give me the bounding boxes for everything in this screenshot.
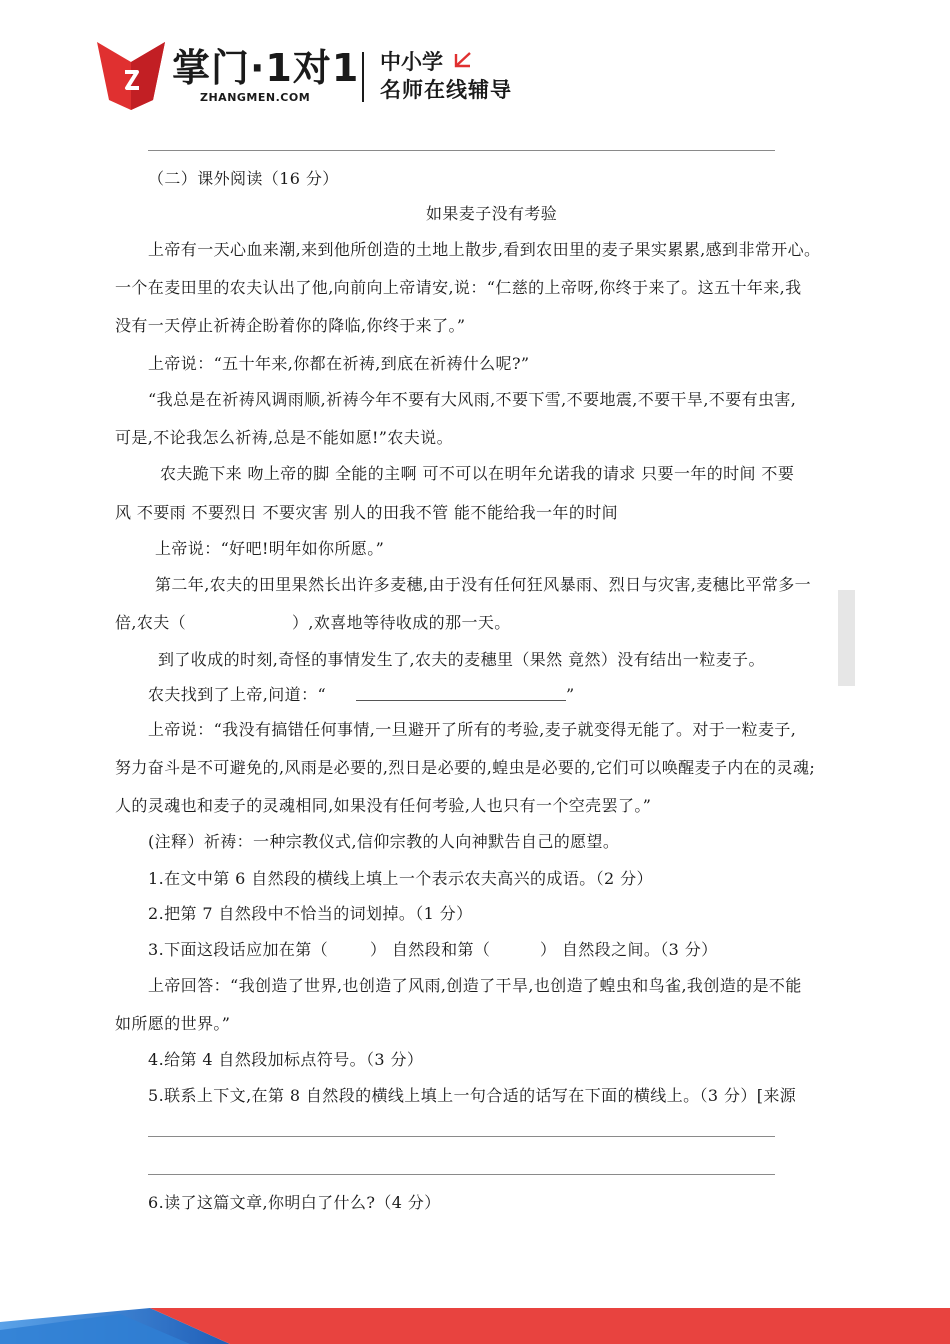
paragraph-line: “我总是在祈祷风调雨顺,祈祷今年不要有大风雨,不要下雪,不要地震,不要干旱,不要有虫害, — [148, 390, 797, 409]
section-heading: （二）课外阅读（16 分） — [148, 169, 339, 188]
paragraph-line-start: 倍,农夫（ — [115, 613, 187, 632]
annotation-note: (注释）祈祷：一种宗教仪式,信仰宗教的人向神默告自己的愿望。 — [148, 832, 620, 851]
scrollbar[interactable] — [838, 590, 855, 686]
paragraph-line: 上帝说：“五十年来,你都在祈祷,到底在祈祷什么呢?” — [148, 354, 530, 373]
paragraph-line: 农夫跪下来 吻上帝的脚 全能的主啊 可不可以在明年允诺我的请求 只要一年的时间 不要 — [160, 464, 795, 483]
question-4: 4.给第 4 自然段加标点符号。（3 分） — [148, 1050, 424, 1069]
paragraph-line-end: ）,欢喜地等待收成的那一天。 — [292, 613, 511, 632]
brand-domain: ZHANGMEN.COM — [200, 91, 311, 104]
question-3-part2: ） 自然段和第（ — [370, 940, 491, 959]
paragraph-line: 到了收成的时刻,奇怪的事情发生了,农夫的麦穗里（果然 竟然）没有结出一粒麦子。 — [158, 650, 765, 669]
answer-line-2[interactable] — [148, 1174, 775, 1175]
paragraph-line-end: ” — [566, 685, 575, 704]
brand-logo-icon — [95, 40, 167, 112]
quote-line: 如所愿的世界。” — [115, 1014, 231, 1033]
paragraph-line: 没有一天停止祈祷企盼着你的降临,你终于来了。” — [115, 316, 466, 335]
question-2: 2.把第 7 自然段中不恰当的词划掉。（1 分） — [148, 904, 473, 923]
quote-line: 上帝回答：“我创造了世界,也创造了风雨,创造了干旱,也创造了蝗虫和鸟雀,我创造的是不能 — [148, 976, 802, 995]
question-5: 5.联系上下文,在第 8 自然段的横线上填上一句合适的话写在下面的横线上。（3 分）[来源 — [148, 1086, 797, 1105]
question-6: 6.读了这篇文章,你明白了什么?（4 分） — [148, 1193, 441, 1212]
header-divider — [362, 52, 364, 102]
footer-band — [0, 1300, 950, 1344]
question-1: 1.在文中第 6 自然段的横线上填上一个表示农夫高兴的成语。（2 分） — [148, 869, 653, 888]
question-3-part1: 3.下面这段话应加在第（ — [148, 940, 329, 959]
answer-blank-question[interactable] — [356, 700, 566, 701]
answer-line-1[interactable] — [148, 1136, 775, 1137]
paragraph-line: 人的灵魂也和麦子的灵魂相同,如果没有任何考验,人也只有一个空壳罢了。” — [115, 796, 652, 815]
paragraph-line: 一个在麦田里的农夫认出了他,向前向上帝请安,说：“仁慈的上帝呀,你终于来了。这五十年来,我 — [115, 278, 802, 297]
paragraph-line: 上帝说：“我没有搞错任何事情,一旦避开了所有的考验,麦子就变得无能了。对于一粒麦子, — [148, 720, 797, 739]
header-rule — [148, 150, 775, 151]
paragraph-line: 风 不要雨 不要烈日 不要灾害 别人的田我不管 能不能给我一年的时间 — [115, 503, 619, 522]
paragraph-line: 上帝有一天心血来潮,来到他所创造的土地上散步,看到农田里的麦子果实累累,感到非常开心。 — [148, 240, 821, 259]
answer-blank-idiom[interactable] — [210, 628, 296, 629]
tagline-line2: 名师在线辅导 — [380, 78, 512, 102]
paragraph-line: 第二年,农夫的田里果然长出许多麦穗,由于没有任何狂风暴雨、烈日与灾害,麦穗比平常多一 — [155, 575, 812, 594]
article-title: 如果麦子没有考验 — [426, 204, 558, 223]
brand-name: 掌门·1对1 — [172, 46, 360, 90]
paragraph-line: 努力奋斗是不可避免的,风雨是必要的,烈日是必要的,蝗虫是必要的,它们可以唤醒麦子内在的灵魂; — [115, 758, 816, 777]
paragraph-line: 可是,不论我怎么祈祷,总是不能如愿!”农夫说。 — [115, 428, 453, 447]
paragraph-line-start: 农夫找到了上帝,问道：“ — [148, 685, 327, 704]
question-3-part3: ） 自然段之间。（3 分） — [540, 940, 718, 959]
paragraph-line: 上帝说：“好吧!明年如你所愿。” — [155, 539, 385, 558]
tagline-line1: 中小学 — [380, 50, 443, 74]
checkmark-icon — [452, 50, 474, 70]
